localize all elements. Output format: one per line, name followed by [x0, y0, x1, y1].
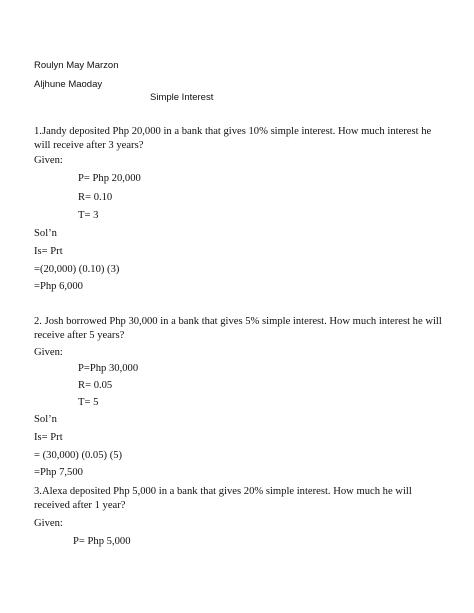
problem-2-answer: =Php 7,500	[34, 467, 83, 478]
problem-3-question-line-1: 3.Alexa deposited Php 5,000 in a bank that gives 20% simple interest. How much he will	[34, 486, 412, 497]
problem-2-question-line-1: 2. Josh borrowed Php 30,000 in a bank that gives 5% simple interest. How much interest he will	[34, 316, 442, 327]
problem-1-given-principal: P= Php 20,000	[78, 173, 141, 184]
author-name-2: Aljhune Maoday	[34, 79, 103, 90]
problem-1-given-label: Given:	[34, 155, 63, 166]
problem-2-given-label: Given:	[34, 347, 63, 358]
problem-1-question-line-1: 1.Jandy deposited Php 20,000 in a bank that gives 10% simple interest. How much interest he	[34, 126, 432, 137]
problem-2-given-rate: R= 0.05	[78, 380, 113, 391]
problem-1-given-rate: R= 0.10	[78, 192, 113, 203]
problem-1-formula: Is= Prt	[34, 246, 63, 257]
problem-1-given-time: T= 3	[78, 210, 99, 221]
problem-1-answer: =Php 6,000	[34, 281, 83, 292]
problem-2-substitution: = (30,000) (0.05) (5)	[34, 450, 123, 461]
author-name-1: Roulyn May Marzon	[34, 60, 119, 71]
problem-1-solution-label: Sol’n	[34, 228, 57, 239]
problem-2-question-line-2: receive after 5 years?	[34, 330, 125, 341]
document-title: Simple Interest	[150, 92, 214, 103]
problem-1-question-line-2: will receive after 3 years?	[34, 140, 144, 151]
problem-3-given-principal: P= Php 5,000	[73, 536, 131, 547]
problem-2-solution-label: Sol’n	[34, 414, 57, 425]
problem-3-question-line-2: received after 1 year?	[34, 500, 126, 511]
problem-2-formula: Is= Prt	[34, 432, 63, 443]
problem-1-substitution: =(20,000) (0.10) (3)	[34, 264, 120, 275]
problem-3-given-label: Given:	[34, 518, 63, 529]
problem-2-given-principal: P=Php 30,000	[78, 363, 139, 374]
problem-2-given-time: T= 5	[78, 397, 99, 408]
